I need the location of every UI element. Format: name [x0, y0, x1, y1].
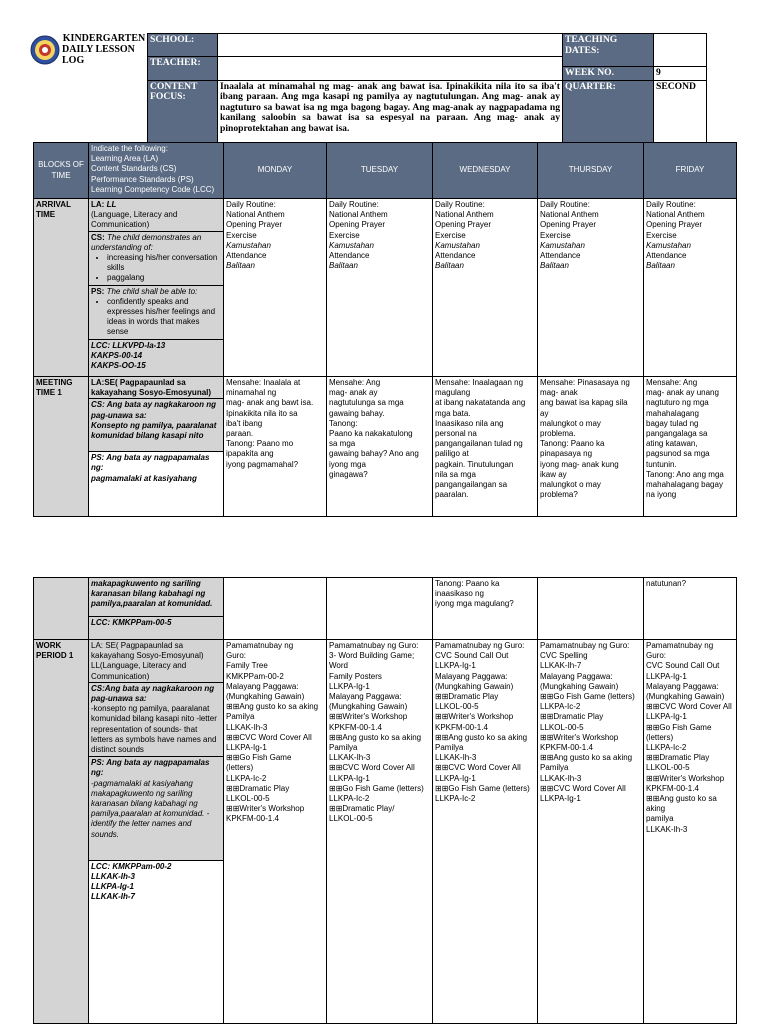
- content-focus-label: CONTENT FOCUS:: [148, 80, 218, 144]
- work-friday: [644, 640, 737, 1024]
- cell-line: pagsunod sa mga: [646, 449, 710, 459]
- cell-line: Mensahe: Pinasasaya ng: [540, 378, 630, 387]
- routine-line: Exercise: [540, 230, 571, 240]
- routine-line: Balitaan: [329, 261, 358, 271]
- cell-line: pangangalaga sa: [646, 429, 708, 439]
- cell-line: Pamamatnubay ng Guro:: [540, 641, 630, 650]
- routine-line: Attendance: [226, 251, 267, 261]
- work-la: LA: SE( Pagpapaunlad sa kakayahang Sosyo-Emosyunal) LL(Language, Literacy and Communication): [91, 641, 204, 681]
- cell-line: Pamilya: [329, 743, 358, 753]
- lesson-table: [33, 142, 737, 517]
- cell-line: KPKFM-00-1.4: [226, 814, 279, 824]
- cell-line: (Mungkahing Gawain): [226, 692, 305, 702]
- cell-line: gawaing bahay? Ano ang: [329, 449, 419, 459]
- meeting-ps: PS: Ang bata ay nagpapamalas ng: pagmamalaki at kasiyahang: [89, 451, 223, 516]
- cell-line: ginagawa?: [329, 469, 368, 479]
- teacher-field: [218, 57, 563, 81]
- cell-line: Pamamatnubay ng Guro:: [329, 641, 419, 650]
- cell-line: Family Posters: [329, 671, 382, 681]
- cell-line: ⊞⊞Ang gusto ko sa aking: [435, 732, 528, 742]
- header-table: [147, 33, 707, 145]
- routine-line: Balitaan: [646, 261, 675, 271]
- meeting-lcc: LCC: KMKPPam-00-5: [89, 616, 223, 634]
- cell-line: iyong mag- anak kung: [540, 459, 619, 469]
- routine-line: Kamustahan: [226, 240, 271, 250]
- meeting-la: LA:SE( Pagpapaunlad sa kakayahang Sosyo-Emosyunal): [91, 378, 212, 398]
- cell-line: LLKOL-00-5: [329, 814, 373, 824]
- title-line1: KINDERGARTEN: [62, 33, 146, 44]
- cell-line: mahahalagang bagay: [646, 480, 723, 490]
- cell-line: ⊞⊞Ang gusto ko sa aking: [226, 702, 319, 712]
- cell-line: gawaing bahay.: [329, 408, 385, 418]
- day-header-thursday: THURSDAY: [538, 143, 644, 199]
- cell-line: ang bawat isa kapag sila: [540, 398, 628, 408]
- cell-line: ⊞⊞Writer's Workshop: [540, 732, 619, 742]
- work-lcc: LCC: KMKPPam-00-2 LLKAK-Ih-3 LLKPA-Ig-1 LLKAK-Ih-7: [89, 860, 223, 1024]
- school-label: SCHOOL:: [148, 34, 218, 57]
- arrival-lcc: LCC: LLKVPD-Ia-13 KAKPS-00-14 KAKPS-OO-15: [89, 339, 223, 373]
- day-header-wednesday: WEDNESDAY: [433, 143, 538, 199]
- cell-line: pamilya: [646, 814, 674, 824]
- routine-line: Kamustahan: [329, 240, 374, 250]
- routine-line: Exercise: [646, 230, 677, 240]
- routine-line: National Anthem: [540, 210, 599, 220]
- routine-line: Daily Routine:: [540, 200, 590, 209]
- cell-line: pangangailangan sa: [435, 480, 508, 490]
- cell-line: ⊞⊞Ang gusto ko sa aking: [540, 753, 633, 763]
- cell-line: LLKPA-Ic-2: [226, 773, 267, 783]
- cell-line: LLKPA-Ig-1: [435, 661, 476, 671]
- cell-line: Family Tree: [226, 661, 268, 671]
- cell-line: nila sa mga: [435, 469, 476, 479]
- cell-line: ⊞⊞Go Fish Game: [646, 722, 712, 732]
- cell-line: LLKAK-Ih-3: [329, 753, 371, 763]
- routine-line: Balitaan: [435, 261, 464, 271]
- arrival-cs-item: • increasing his/her conversation skills: [107, 253, 221, 273]
- cell-line: LLKPA-Ig-1: [540, 794, 581, 804]
- meeting-tuesday-continued: [327, 578, 433, 640]
- block-work-period-1: WORK PERIOD 1: [34, 640, 89, 1024]
- routine-line: Kamustahan: [646, 240, 691, 250]
- cell-line: ⊞⊞CVC Word Cover All: [540, 783, 626, 793]
- cell-line: tuntunin.: [646, 459, 677, 469]
- cell-line: LLKPA-Ig-1: [329, 681, 370, 691]
- cell-line: LLKOL-00-5: [226, 794, 270, 804]
- cell-line: mag- anak ay: [329, 388, 378, 398]
- cell-line: ay: [540, 408, 549, 418]
- work-standards: [89, 640, 224, 1024]
- cell-line: pagkain. Tinutulungan: [435, 459, 514, 469]
- lesson-table-continued: [33, 577, 737, 1024]
- routine-line: National Anthem: [646, 210, 705, 220]
- cell-line: mga bata.: [435, 408, 471, 418]
- title-line2: DAILY LESSON LOG: [62, 44, 135, 66]
- arrival-friday: [644, 199, 737, 377]
- cell-line: (Mungkahing Gawain): [329, 702, 408, 712]
- cell-line: iyong mga: [329, 459, 366, 469]
- cell-line: pinapasaya ng: [540, 449, 593, 459]
- cell-line: (letters): [226, 763, 254, 773]
- cell-line: ating katawan,: [646, 439, 698, 449]
- day-header-monday: MONDAY: [224, 143, 327, 199]
- cell-line: mahahalagang: [646, 408, 699, 418]
- arrival-la: LA: LL: [91, 200, 117, 209]
- cell-line: LLKPA-Ig-1: [646, 671, 687, 681]
- cell-line: KPKFM-00-1.4: [329, 722, 382, 732]
- cell-line: ⊞⊞Dramatic Play: [540, 712, 604, 722]
- cell-line: KMKPPam-00-2: [226, 671, 284, 681]
- cell-line: Mensahe: Inaalagaan ng: [435, 378, 524, 387]
- school-field: [218, 34, 563, 57]
- teacher-label: TEACHER:: [148, 57, 218, 81]
- cell-line: iyong mga magulang?: [435, 599, 514, 609]
- cell-line: ⊞⊞Dramatic Play: [646, 753, 710, 763]
- cell-line: ⊞⊞CVC Word Cover All: [226, 732, 312, 742]
- cell-line: bagay tulad ng: [646, 418, 699, 428]
- meeting-cs: CS: Ang bata ay nagkakaroon ng pag-unawa sa: Konsepto ng pamilya, paaralanat komunidad bilang kasapi nito: [89, 398, 223, 451]
- cell-line: nagtuturo ng mga: [646, 398, 709, 408]
- routine-line: Exercise: [226, 230, 257, 240]
- cell-line: paliligo at: [435, 449, 469, 459]
- cell-line: ⊞⊞Go Fish Game: [226, 753, 292, 763]
- block-meeting-time-1: MEETING TIME 1: [34, 377, 89, 517]
- cell-line: Mensahe: Ang: [646, 378, 698, 387]
- cell-line: ⊞⊞CVC Word Cover All: [329, 763, 415, 773]
- cell-line: Tanong:: [329, 418, 358, 428]
- week-no-value: 9: [654, 67, 707, 81]
- cell-line: Ipinakikita nila ito sa: [226, 408, 298, 418]
- routine-line: Balitaan: [226, 261, 255, 271]
- routine-line: Attendance: [540, 251, 581, 261]
- cell-line: Pamamatnubay ng: [226, 641, 294, 650]
- teaching-dates-label: TEACHING DATES:: [563, 34, 654, 67]
- cell-line: Malayang Paggawa:: [226, 681, 299, 691]
- meeting-tuesday: [327, 377, 433, 517]
- cell-line: Mensahe: Inaalala at: [226, 378, 301, 387]
- meeting-friday-continued: [644, 578, 737, 640]
- cell-line: LLKAK-Ih-7: [540, 661, 582, 671]
- deped-seal: [30, 35, 60, 65]
- arrival-wednesday: [433, 199, 538, 377]
- cell-line: ⊞⊞Dramatic Play/: [329, 804, 395, 814]
- cell-line: CVC Spelling: [540, 651, 588, 661]
- cell-line: personal na: [435, 429, 477, 439]
- routine-line: Opening Prayer: [435, 220, 492, 230]
- cell-line: Guro:: [646, 651, 667, 661]
- cell-line: aking: [646, 804, 666, 814]
- cell-line: Tanong: Paano ka: [435, 579, 500, 588]
- cell-line: mag- anak ay unang: [646, 388, 719, 398]
- quarter-value: SECOND: [654, 80, 707, 144]
- cell-line: Malayang Paggawa:: [435, 671, 508, 681]
- cell-line: iba't ibang: [226, 418, 263, 428]
- cell-line: KPKFM-00-1.4: [540, 743, 593, 753]
- work-cs: CS:Ang bata ay nagkakaroon ng pag-unawa sa: -konsepto ng pamilya, paaralanat komunidad bilang kasapi nito -letter representation of sounds- that letters as symbols have names and distinct sounds: [89, 682, 223, 756]
- cell-line: 3- Word Building Game;: [329, 651, 415, 661]
- cell-line: minamahal ng: [226, 388, 277, 398]
- arrival-thursday: [538, 199, 644, 377]
- routine-line: Opening Prayer: [540, 220, 597, 230]
- cell-line: mag- anak ang bawt isa.: [226, 398, 314, 408]
- cell-line: nagtutulunga sa mga: [329, 398, 404, 408]
- routine-line: Opening Prayer: [226, 220, 283, 230]
- cell-line: LLKAK-Ih-3: [646, 824, 688, 834]
- cell-line: ⊞⊞Dramatic Play: [226, 783, 290, 793]
- cell-line: natutunan?: [646, 579, 687, 588]
- cell-line: malungkot o may: [540, 418, 601, 428]
- work-wednesday: [433, 640, 538, 1024]
- cell-line: ⊞⊞Writer's Workshop: [646, 773, 725, 783]
- routine-line: Balitaan: [540, 261, 569, 271]
- routine-line: Daily Routine:: [435, 200, 485, 209]
- cell-line: LLKPA-Ic-2: [329, 794, 370, 804]
- cell-line: mag- anak: [540, 388, 578, 398]
- arrival-tuesday: [327, 199, 433, 377]
- cell-line: ⊞⊞Writer's Workshop: [329, 712, 408, 722]
- cell-line: ikaw ay: [540, 469, 567, 479]
- cell-line: LLKPA-Ig-1: [646, 712, 687, 722]
- arrival-la-desc: (Language, Literacy and Communication): [91, 210, 178, 230]
- cell-line: LLKAK-Ih-3: [540, 773, 582, 783]
- cell-line: Malayang Paggawa:: [329, 692, 402, 702]
- cell-line: KPKFM-00-1.4: [435, 722, 488, 732]
- cell-line: Tanong: Ano ang mga: [646, 469, 724, 479]
- cell-line: ⊞⊞Writer's Workshop: [435, 712, 514, 722]
- meeting-monday: [224, 377, 327, 517]
- cell-line: Tanong: Paano ka: [540, 439, 605, 449]
- cell-line: problema.: [540, 429, 576, 439]
- cell-line: LLKAK-Ih-3: [226, 722, 268, 732]
- meeting-thursday-continued: [538, 578, 644, 640]
- arrival-ps: PS: The child shall be able to: • confidently speaks and expresses his/her feelings and ideas in words that makes sense: [89, 285, 223, 339]
- cell-line: LLKOL-00-5: [435, 702, 479, 712]
- cell-line: ⊞⊞CVC Word Cover All: [435, 763, 521, 773]
- cell-line: ⊞⊞Go Fish Game (letters): [435, 783, 530, 793]
- cell-line: ⊞⊞CVC Word Cover All: [646, 702, 732, 712]
- routine-line: National Anthem: [435, 210, 494, 220]
- cell-line: at ibang nakatatanda ang: [435, 398, 526, 408]
- cell-line: Malayang Paggawa:: [646, 681, 719, 691]
- cell-line: Pamilya: [435, 743, 464, 753]
- routine-line: National Anthem: [226, 210, 285, 220]
- cell-line: ⊞⊞Go Fish Game (letters): [329, 783, 424, 793]
- cell-line: problema?: [540, 490, 578, 500]
- blocks-of-time-header: BLOCKS OF TIME: [34, 143, 89, 199]
- cell-line: na iyong: [646, 490, 677, 500]
- work-thursday: [538, 640, 644, 1024]
- cell-line: Tanong: Paano mo: [226, 439, 294, 449]
- cell-line: Pamilya: [226, 712, 255, 722]
- cell-line: Pamamatnubay ng Guro:: [435, 641, 525, 650]
- quarter-label: QUARTER:: [563, 80, 654, 144]
- cell-line: Pamilya: [540, 763, 569, 773]
- arrival-cs: CS: The child demonstrates an understanding of: • increasing his/her conversation skills • paggalang: [89, 231, 223, 285]
- meeting-wednesday-continued: [433, 578, 538, 640]
- cell-line: Guro:: [226, 651, 247, 661]
- cell-line: ipapakita ang: [226, 449, 274, 459]
- cell-line: (Mungkahing Gawain): [435, 681, 514, 691]
- week-no-label: WEEK NO.: [563, 67, 654, 81]
- meeting-friday: [644, 377, 737, 517]
- cell-line: paaralan.: [435, 490, 469, 500]
- cell-line: sa mga: [329, 439, 356, 449]
- work-ps: PS: Ang bata ay nagpapamalas ng: -pagmamalaki at kasiyahang makapagkuwento ng sariling karanasan bilang kabahagi ng pamilya,paaralan at komunidad. -identify the letter names and sounds.: [89, 756, 223, 860]
- cell-line: KPKFM-00-1.4: [646, 783, 699, 793]
- cell-line: LLKAK-Ih-3: [435, 753, 477, 763]
- routine-line: Exercise: [435, 230, 466, 240]
- cell-line: LLKPA-Ic-2: [646, 743, 687, 753]
- meeting-ps-continued: makapagkuwento ng sariling karanasan bilang kabahagi ng pamilya,paaralan at komunidad.: [91, 579, 213, 609]
- meeting-wednesday: [433, 377, 538, 517]
- cell-line: ⊞⊞Ang gusto ko sa aking: [329, 732, 422, 742]
- log-title: [62, 33, 146, 66]
- arrival-cs-item: • paggalang: [107, 273, 221, 283]
- cell-line: iyong pagmamahal?: [226, 459, 299, 469]
- day-header-tuesday: TUESDAY: [327, 143, 433, 199]
- cell-line: LLKPA-Ic-2: [435, 794, 476, 804]
- cell-line: LLKPA-Ig-1: [329, 773, 370, 783]
- routine-line: Attendance: [329, 251, 370, 261]
- cell-line: Paano ka nakakatulong: [329, 429, 413, 439]
- routine-line: Daily Routine:: [646, 200, 696, 209]
- routine-line: Daily Routine:: [329, 200, 379, 209]
- arrival-ps-item: • confidently speaks and expresses his/her feelings and ideas in words that makes sense: [107, 297, 221, 338]
- arrival-standards: [89, 199, 224, 377]
- routine-line: Attendance: [646, 251, 687, 261]
- day-header-friday: FRIDAY: [644, 143, 737, 199]
- cell-line: Word: [329, 661, 348, 671]
- cell-line: LLKOL-00-5: [646, 763, 690, 773]
- routine-line: Kamustahan: [435, 240, 480, 250]
- routine-line: Daily Routine:: [226, 200, 276, 209]
- work-monday: [224, 640, 327, 1024]
- cell-line: paraan.: [226, 429, 254, 439]
- routine-line: National Anthem: [329, 210, 388, 220]
- cell-line: ⊞⊞Go Fish Game (letters): [540, 692, 635, 702]
- block-meeting-continued: [34, 578, 89, 640]
- cell-line: Malayang Paggawa:: [540, 671, 613, 681]
- work-tuesday: [327, 640, 433, 1024]
- content-focus-text: Inaalala at minamahal ng mag- anak ang bawat isa. Ipinakikita nila ito sa iba't ibang paraan. Ang mga kasapi ng pamilya ay nagtutulungan. Ang mag- anak ay nagtuturo sa bawat isa ng mga bagong bagay. Ang mag-anak ay nagpapadama ng kanilang saloobin sa bawat isa sa espesyal na paraan. Ang mag- anak ay pinoprotektahan ang bawat isa.: [218, 80, 563, 144]
- cell-line: ⊞⊞Dramatic Play: [435, 692, 499, 702]
- routine-line: Kamustahan: [540, 240, 585, 250]
- cell-line: inaasikaso ng: [435, 589, 484, 599]
- cell-line: LLKPA-Ig-1: [435, 773, 476, 783]
- routine-line: Exercise: [329, 230, 360, 240]
- cell-line: pangangailanan tulad ng: [435, 439, 523, 449]
- cell-line: ⊞⊞Ang gusto ko sa: [646, 794, 717, 804]
- block-arrival-time: ARRIVAL TIME: [34, 199, 89, 377]
- meeting-standards-continued: [89, 578, 224, 640]
- cell-line: Mensahe: Ang: [329, 378, 381, 387]
- indicate-header: Indicate the following: Learning Area (LA) Content Standards (CS) Performance Standards (PS) Learning Competency Code (LCC): [89, 143, 224, 199]
- cell-line: magulang: [435, 388, 471, 398]
- routine-line: Opening Prayer: [646, 220, 703, 230]
- teaching-dates-field: [654, 34, 707, 67]
- arrival-monday: [224, 199, 327, 377]
- meeting-monday-continued: [224, 578, 327, 640]
- cell-line: Pamamatnubay ng: [646, 641, 714, 650]
- routine-line: Attendance: [435, 251, 476, 261]
- meeting-standards: [89, 377, 224, 517]
- cell-line: ⊞⊞Writer's Workshop: [226, 804, 305, 814]
- cell-line: malungkot o may: [540, 480, 601, 490]
- cell-line: LLKPA-Ig-1: [226, 743, 267, 753]
- meeting-thursday: [538, 377, 644, 517]
- cell-line: LLKOL-00-5: [540, 722, 584, 732]
- cell-line: (Mungkahing Gawain): [646, 692, 725, 702]
- cell-line: LLKPA-Ic-2: [540, 702, 581, 712]
- routine-line: Opening Prayer: [329, 220, 386, 230]
- cell-line: CVC Sound Call Out: [646, 661, 720, 671]
- cell-line: (Mungkahing Gawain): [540, 681, 619, 691]
- cell-line: Inaasikaso nila ang: [435, 418, 504, 428]
- cell-line: (letters): [646, 732, 674, 742]
- cell-line: CVC Sound Call Out: [435, 651, 509, 661]
